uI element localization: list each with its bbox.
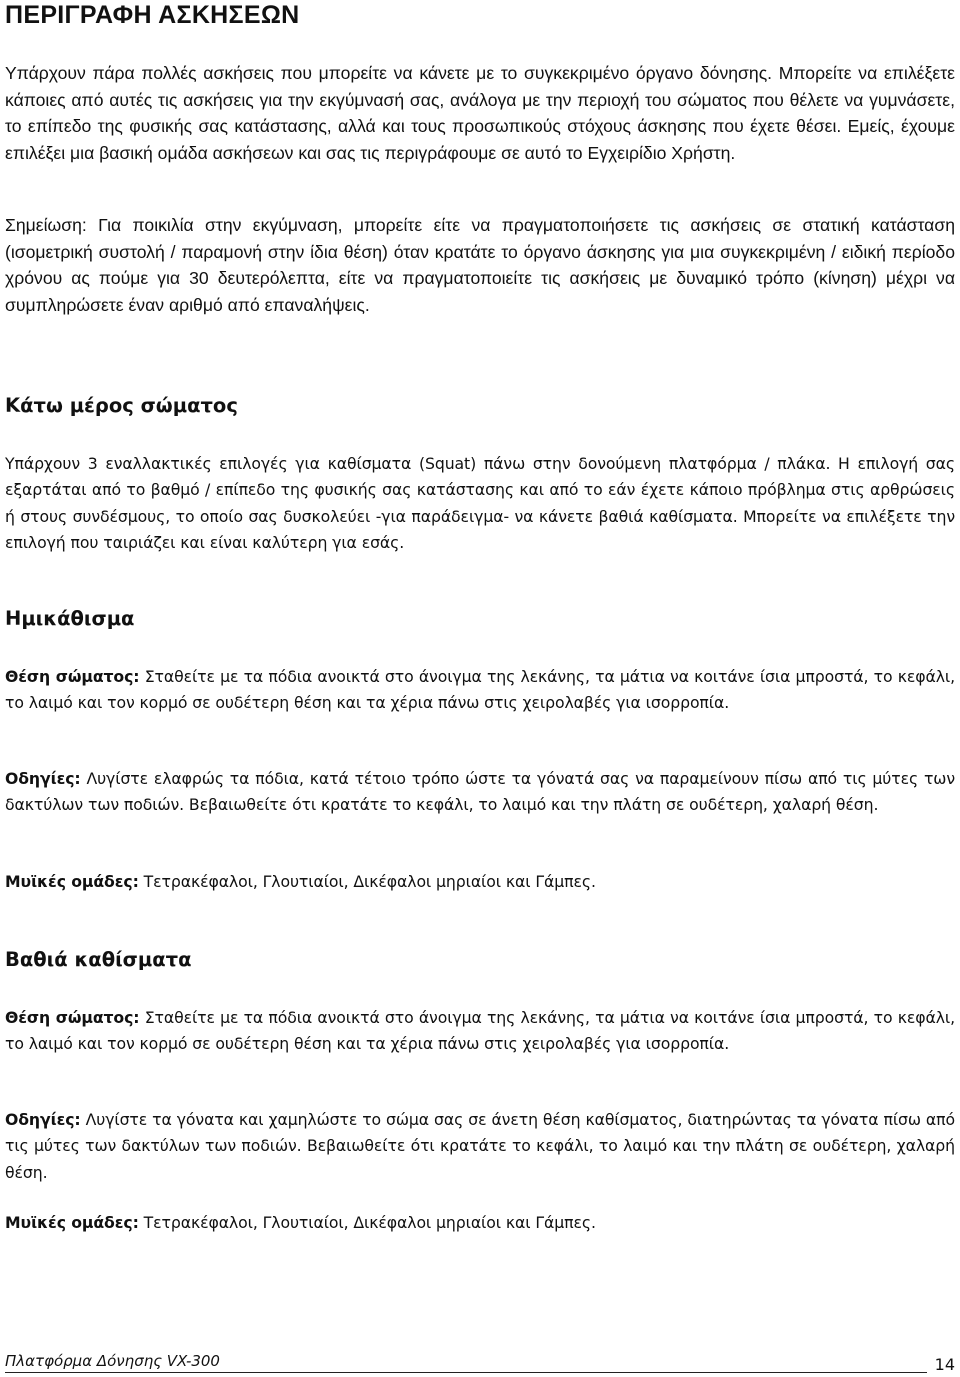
exercise-instructions <box>5 766 955 819</box>
page-footer <box>5 1349 955 1377</box>
page-number: 14 <box>934 1355 955 1374</box>
muscles-label: Μυϊκές ομάδες: <box>5 1213 139 1232</box>
exercise-muscles <box>5 1210 955 1236</box>
exercise-instructions <box>5 1107 955 1186</box>
instructions-text: Λυγίστε τα γόνατα και χαμηλώστε το σώμα σας σε άνετη θέση καθίσματος, διατηρώντας τα γόνατα πίσω από τις μύτες των δακτύλων των ποδιών. Βεβαιωθείτε ότι κρατάτε το κεφάλι, το λαιμό και την πλάτη σε ουδέτερη, χαλαρή θέση. <box>5 1110 955 1182</box>
instructions-label: Οδηγίες: <box>5 769 81 788</box>
muscles-text: Τετρακέφαλοι, Γλουτιαίοι, Δικέφαλοι μηριαίοι και Γάμπες. <box>138 1213 596 1232</box>
exercise-position <box>5 664 955 717</box>
exercise-heading-deep-squat: Βαθιά καθίσματα <box>5 948 192 971</box>
section-heading-lower-body: Κάτω μέρος σώματος <box>5 394 238 417</box>
muscles-label: Μυϊκές ομάδες: <box>5 872 139 891</box>
exercise-position <box>5 1005 955 1058</box>
footer-product-name: Πλατφόρμα Δόνησης VX-300 <box>5 1352 220 1370</box>
instructions-label: Οδηγίες: <box>5 1110 81 1129</box>
position-text: Σταθείτε με τα πόδια ανοικτά στο άνοιγμα της λεκάνης, τα μάτια να κοιτάνε ίσια μπροστά, το κεφάλι, το λαιμό και τον κορμό σε ουδέτερη θέση και τα χέρια πάνω στις χειρολαβές για ισορροπία. <box>5 1008 955 1054</box>
page-title: ΠΕΡΙΓΡΑΦΗ ΑΣΚΗΣΕΩΝ <box>5 1 300 29</box>
instructions-text: Λυγίστε ελαφρώς τα πόδια, κατά τέτοιο τρόπο ώστε τα γόνατά σας να παραμείνουν πίσω από τις μύτες των δακτύλων των ποδιών. Βεβαιωθείτε ότι κρατάτε το κεφάλι, το λαιμό και την πλάτη σε ουδέτερη, χαλαρή θέση. <box>5 769 955 815</box>
note-paragraph: Σημείωση: Για ποικιλία στην εκγύμναση, μπορείτε είτε να πραγματοποιήσετε τις ασκήσεις σε στατική κατάσταση (ισομετρική συστολή / παραμονή στην ίδια θέση) όταν κρατάτε το όργανο άσκησης για μια συγκεκριμένη / ειδική περίοδο χρόνου ας πούμε για 30 δευτερόλεπτα, είτε να πραγματοποιείτε τις ασκήσεις με δυναμικό τρόπο (κίνηση) μέχρι να συμπληρώσετε έναν αριθμό από επαναλήψεις. <box>5 215 955 315</box>
intro-paragraph: Υπάρχουν πάρα πολλές ασκήσεις που μπορείτε να κάνετε με το συγκεκριμένο όργανο δόνησης. Μπορείτε να επιλέξετε κάποιες από αυτές τις ασκήσεις για την εκγύμνασή σας, ανάλογα με την περιοχή του σώματος που θέλετε να γυμνάσετε, το επίπεδο της φυσικής σας κατάστασης, αλλά και τους προσωπικούς στόχους άσκησης που έχετε θέσει. Εμείς, έχουμε επιλέξει μια βασική ομάδα ασκήσεων και σας τις περιγράφουμε σε αυτό το Εγχειρίδιο Χρήστη. <box>5 63 955 163</box>
muscles-text: Τετρακέφαλοι, Γλουτιαίοι, Δικέφαλοι μηριαίοι και Γάμπες. <box>138 872 596 891</box>
footer-rule <box>5 1372 927 1373</box>
position-label: Θέση σώματος: <box>5 667 140 686</box>
exercise-heading-half-squat: Ημικάθισμα <box>5 607 135 630</box>
position-text: Σταθείτε με τα πόδια ανοικτά στο άνοιγμα της λεκάνης, τα μάτια να κοιτάνε ίσια μπροστά, το κεφάλι, το λαιμό και τον κορμό σε ουδέτερη θέση και τα χέρια πάνω στις χειρολαβές για ισορροπία. <box>5 667 955 713</box>
position-label: Θέση σώματος: <box>5 1008 140 1027</box>
section-paragraph: Υπάρχουν 3 εναλλακτικές επιλογές για καθίσματα (Squat) πάνω στην δονούμενη πλατφόρμα / πλάκα. Η επιλογή σας εξαρτάται από το βαθμό / επίπεδο της φυσικής σας κατάστασης και από το εάν έχετε κάποιο πρόβλημα στις αρθρώσεις ή στους συνδέσμους, το οποίο σας δυσκολεύει -για παράδειγμα- να κάνετε βαθιά καθίσματα. Μπορείτε να επιλέξετε την επιλογή που ταιριάζει και είναι καλύτερη για εσάς. <box>5 454 955 552</box>
exercise-muscles <box>5 869 955 895</box>
